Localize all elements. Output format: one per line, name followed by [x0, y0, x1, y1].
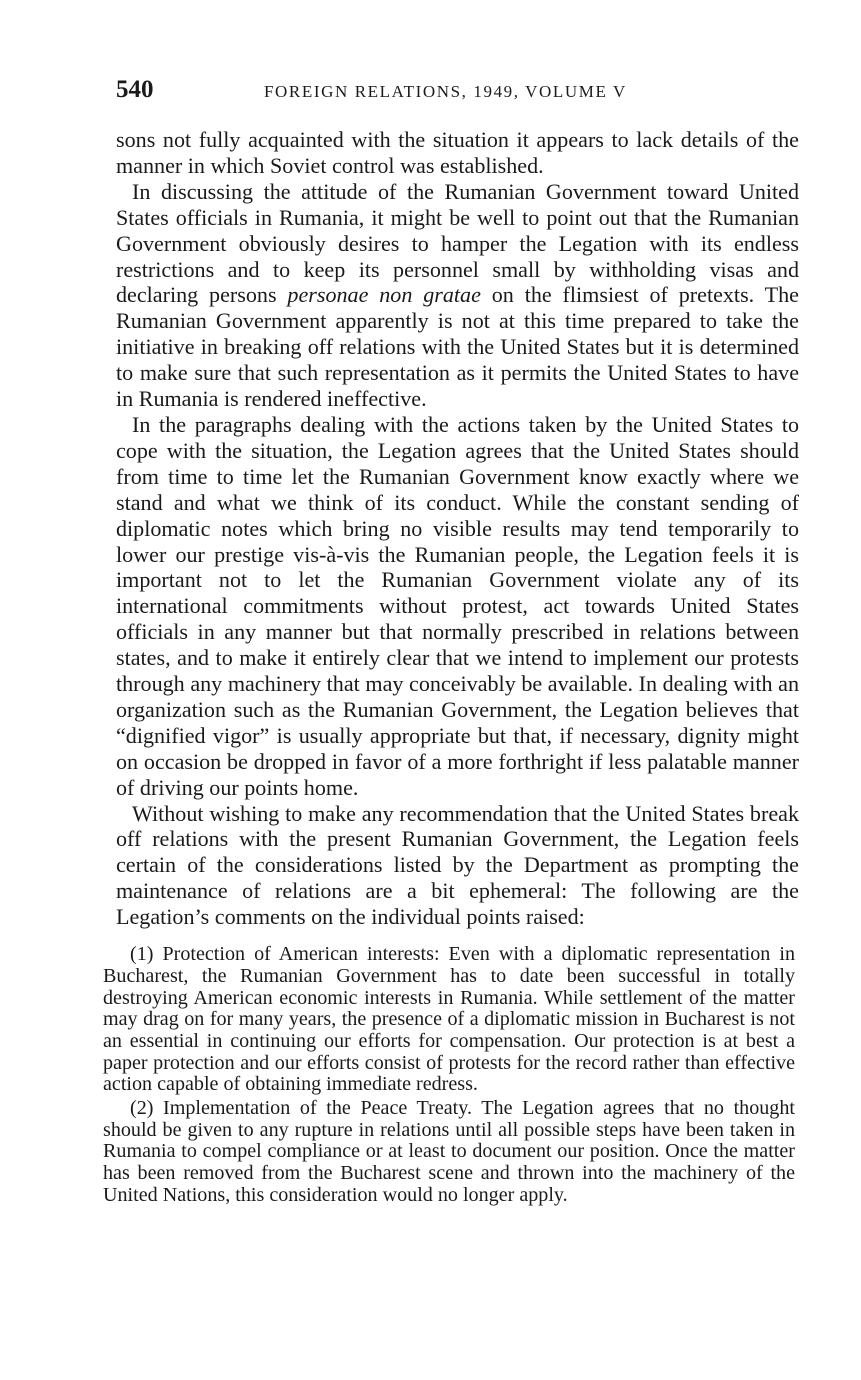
page-header: [116, 76, 806, 110]
page-number: 540: [116, 76, 154, 103]
document-body: [103, 127, 799, 1207]
paragraph-text: In discussing the attitude of the Rumanian Government toward United States officials in Rumania, it might be well to point out that the Rumanian Government obviously desires to hamper the Legation with its endless restrictions and to keep its personnel small by withholding visas and declaring persons: [116, 178, 799, 308]
paragraph-text: on the flimsiest of pretexts. The Rumanian Government apparently is not at this time prepared to take the initiative in breaking off relations with the United States but it is determined to make sure that such representation as it permits the United States to have in Rumania is rendered ineffective.: [116, 282, 799, 412]
paragraph-attitude: [116, 179, 799, 412]
numbered-points: [103, 944, 795, 1206]
italic-term: personae non gratae: [287, 282, 481, 308]
spacer: [116, 930, 799, 944]
running-title: FOREIGN RELATIONS, 1949, VOLUME V: [264, 82, 627, 101]
paragraph-continuation: sons not fully acquainted with the situation it appears to lack details of the manner in which Soviet control was established.: [116, 127, 799, 178]
paragraph-actions: In the paragraphs dealing with the actions taken by the United States to cope with the situation, the Legation agrees that the United States should from time to time let the Rumanian Government know exactly where we stand and what we think of its conduct. While the constant sending of diplomatic notes which bring no visible results may tend temporarily to lower our prestige vis-à-vis the Rumanian people, the Legation feels it is important not to let the Rumanian Government violate any of its international commitments without protest, act towards United States officials in any manner but that normally prescribed in relations between states, and to make it entirely clear that we intend to implement our protests through any machinery that may conceivably be available. In dealing with an organization such as the Rumanian Government, the Legation believes that “dignified vigor” is usually appropriate but that, if necessary, dignity might on occasion be dropped in favor of a more forthright if less palatable manner of driving our points home.: [116, 411, 799, 800]
point-item: (2) Implementation of the Peace Treaty. The Legation agrees that no thought should be given to any rupture in relations until all possible steps have been taken in Rumania to compel compliance or at least to document our position. Once the matter has been removed from the Bucharest scene and thrown into the machinery of the United Nations, this consideration would no longer apply.: [103, 1097, 795, 1206]
point-item: (1) Protection of American interests: Even with a diplomatic representation in Bucharest, the Rumanian Government has to date been successful in totally destroying American economic interests in Rumania. While settlement of the matter may drag on for many years, the presence of a diplomatic mission in Bucharest is not an essential in continuing our efforts for compensation. Our protection is at best a paper protection and our efforts consist of protests for the record rather than effective action capable of obtaining immediate redress.: [103, 943, 795, 1096]
paragraph-recommendation: Without wishing to make any recommendation that the United States break off relations with the present Rumanian Government, the Legation feels certain of the considerations listed by the Department as prompting the maintenance of relations are a bit ephemeral: The following are the Legation’s comments on the individual points raised:: [116, 800, 799, 930]
